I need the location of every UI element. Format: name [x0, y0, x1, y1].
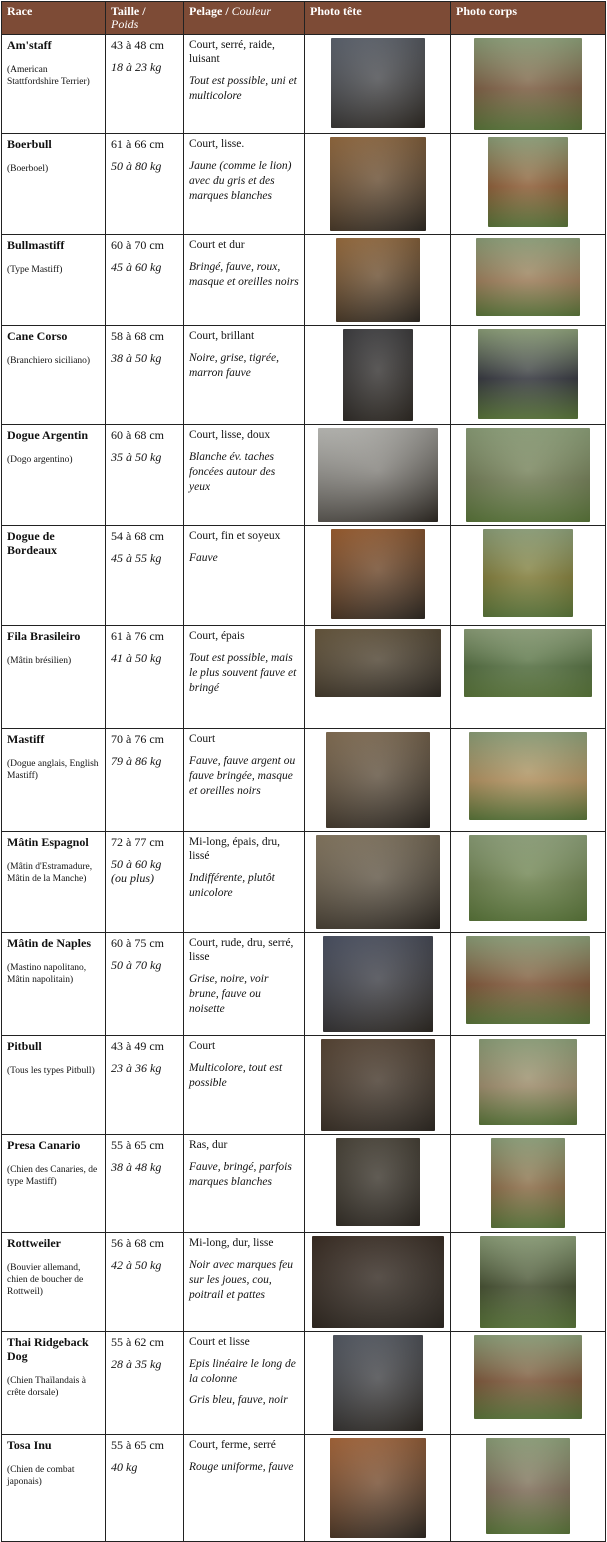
table-row	[2, 326, 606, 425]
size-weight-cell	[106, 1435, 184, 1542]
head-photo-cell	[305, 1233, 451, 1332]
head-photo-cell	[305, 626, 451, 729]
dog-head-photo	[333, 1335, 423, 1431]
breed-size: 55 à 65 cm	[111, 1138, 164, 1152]
size-weight-cell	[106, 1332, 184, 1435]
breed-weight: 41 à 50 kg	[111, 651, 162, 665]
body-photo-cell	[451, 526, 606, 626]
coat-color-cell	[184, 832, 305, 933]
breed-color: Fauve, bringé, parfois marques blanches	[189, 1161, 292, 1188]
body-photo-cell	[451, 1135, 606, 1233]
dog-head-photo	[331, 38, 425, 128]
breed-weight: 45 à 55 kg	[111, 551, 162, 565]
breed-color: Grise, noire, voir brune, fauve ou noisette	[189, 973, 269, 1015]
breed-alias: (Dogue anglais, English Mastiff)	[7, 759, 99, 781]
body-photo-cell	[451, 1036, 606, 1135]
size-weight-cell	[106, 526, 184, 626]
breed-coat: Court et lisse	[189, 1336, 250, 1348]
breed-name: Am'staff	[7, 38, 52, 52]
dog-body-photo	[479, 1039, 577, 1125]
size-weight-cell	[106, 326, 184, 425]
breed-alias: (Branchiero siciliano)	[7, 356, 91, 366]
head-photo-cell	[305, 729, 451, 832]
breed-name: Fila Brasileiro	[7, 629, 81, 643]
breed-coat: Court	[189, 733, 216, 745]
breed-size: 56 à 68 cm	[111, 1236, 164, 1250]
breed-color: Tout est possible, uni et multicolore	[189, 75, 297, 102]
body-photo-cell	[451, 832, 606, 933]
dog-head-photo	[330, 137, 426, 231]
body-photo-cell	[451, 1233, 606, 1332]
breed-alias: (Type Mastiff)	[7, 265, 63, 275]
breed-alias: (Chien de combat japonais)	[7, 1465, 75, 1487]
dog-body-photo	[480, 1236, 576, 1328]
head-photo-cell	[305, 832, 451, 933]
body-photo-cell	[451, 35, 606, 134]
breed-size: 70 à 76 cm	[111, 732, 164, 746]
breed-size: 61 à 76 cm	[111, 629, 164, 643]
head-photo-cell	[305, 134, 451, 235]
table-row	[2, 1135, 606, 1233]
table-row	[2, 425, 606, 526]
breed-coat: Court, lisse, doux	[189, 429, 271, 441]
header-photo-tete: Photo tête	[305, 2, 451, 35]
dog-body-photo	[476, 238, 580, 316]
dog-head-photo	[343, 329, 413, 421]
race-cell	[2, 235, 106, 326]
breed-size: 72 à 77 cm	[111, 835, 164, 849]
breed-alias: (Bouvier allemand, chien de boucher de Rottweil)	[7, 1263, 84, 1297]
breed-name: Thai Ridgeback Dog	[7, 1335, 89, 1363]
coat-color-cell	[184, 729, 305, 832]
head-photo-cell	[305, 933, 451, 1036]
breed-name: Mâtin de Naples	[7, 936, 91, 950]
breed-weight: 50 à 80 kg	[111, 159, 162, 173]
breed-coat: Court, brillant	[189, 330, 255, 342]
breed-weight: 35 à 50 kg	[111, 450, 162, 464]
breed-coat: Court et dur	[189, 239, 245, 251]
race-cell	[2, 1332, 106, 1435]
head-photo-cell	[305, 235, 451, 326]
race-cell	[2, 35, 106, 134]
breed-size: 55 à 65 cm	[111, 1438, 164, 1452]
coat-color-cell	[184, 1435, 305, 1542]
coat-color-cell	[184, 425, 305, 526]
breed-alias: (Mâtin brésilien)	[7, 656, 72, 666]
race-cell	[2, 526, 106, 626]
breed-color: Fauve, fauve argent ou fauve bringée, masque et oreilles noirs	[189, 755, 296, 797]
coat-color-cell	[184, 933, 305, 1036]
coat-color-cell	[184, 1135, 305, 1233]
race-cell	[2, 832, 106, 933]
dog-head-photo	[323, 936, 433, 1032]
breed-color: Fauve	[189, 552, 218, 564]
dog-body-photo	[488, 137, 568, 227]
coat-color-cell	[184, 526, 305, 626]
race-cell	[2, 1135, 106, 1233]
dog-head-photo	[312, 1236, 444, 1328]
breed-alias: (American Stattfordshire Terrier)	[7, 65, 90, 87]
body-photo-cell	[451, 933, 606, 1036]
size-weight-cell	[106, 425, 184, 526]
race-cell	[2, 326, 106, 425]
coat-color-cell	[184, 235, 305, 326]
size-weight-cell	[106, 832, 184, 933]
breed-color: Blanche év. taches foncées autour des yeux	[189, 451, 276, 493]
breed-weight: 28 à 35 kg	[111, 1357, 162, 1371]
head-photo-cell	[305, 326, 451, 425]
dog-head-photo	[336, 1138, 420, 1226]
breed-size: 61 à 66 cm	[111, 137, 164, 151]
size-weight-cell	[106, 1135, 184, 1233]
breed-coat: Court, lisse.	[189, 138, 245, 150]
dog-body-photo	[491, 1138, 565, 1228]
head-photo-cell	[305, 1435, 451, 1542]
breed-color-extra: Gris bleu, fauve, noir	[189, 1394, 288, 1406]
table-row	[2, 729, 606, 832]
header-pelage-couleur: Pelage / Couleur	[184, 2, 305, 35]
breed-weight: 38 à 50 kg	[111, 351, 162, 365]
breed-coat: Court, serré, raide, luisant	[189, 39, 275, 65]
breed-weight: 40 kg	[111, 1460, 138, 1474]
breed-name: Mâtin Espagnol	[7, 835, 89, 849]
dog-body-photo	[466, 428, 590, 522]
dog-head-photo	[326, 732, 430, 828]
breed-weight: 45 à 60 kg	[111, 260, 162, 274]
coat-color-cell	[184, 1332, 305, 1435]
dog-body-photo	[469, 835, 587, 921]
breed-coat: Court	[189, 1040, 216, 1052]
race-cell	[2, 425, 106, 526]
coat-color-cell	[184, 326, 305, 425]
breed-color: Bringé, fauve, roux, masque et oreilles noirs	[189, 261, 299, 288]
breed-size: 55 à 62 cm	[111, 1335, 164, 1349]
breed-coat: Court, épais	[189, 630, 245, 642]
race-cell	[2, 729, 106, 832]
header-photo-corps: Photo corps	[451, 2, 606, 35]
size-weight-cell	[106, 729, 184, 832]
head-photo-cell	[305, 1036, 451, 1135]
head-photo-cell	[305, 425, 451, 526]
head-photo-cell	[305, 35, 451, 134]
header-taille-poids: Taille / Poids	[106, 2, 184, 35]
breed-weight: 18 à 23 kg	[111, 60, 162, 74]
table-row	[2, 1332, 606, 1435]
coat-color-cell	[184, 134, 305, 235]
head-photo-cell	[305, 1332, 451, 1435]
breed-weight: 38 à 48 kg	[111, 1160, 162, 1174]
breed-color: Tout est possible, mais le plus souvent fauve et bringé	[189, 652, 297, 694]
dog-body-photo	[469, 732, 587, 820]
dog-head-photo	[318, 428, 438, 522]
coat-color-cell	[184, 626, 305, 729]
breed-size: 54 à 68 cm	[111, 529, 164, 543]
breed-weight: 79 à 86 kg	[111, 754, 162, 768]
breed-size: 60 à 75 cm	[111, 936, 164, 950]
dog-head-photo	[336, 238, 420, 322]
table-row	[2, 134, 606, 235]
breed-weight: 23 à 36 kg	[111, 1061, 162, 1075]
breed-name: Bullmastiff	[7, 238, 65, 252]
breed-name: Cane Corso	[7, 329, 68, 343]
breed-name: Boerbull	[7, 137, 52, 151]
breed-alias: (Boerboel)	[7, 164, 49, 174]
breed-color: Noir avec marques feu sur les joues, cou, poitrail et pattes	[189, 1259, 294, 1301]
body-photo-cell	[451, 326, 606, 425]
body-photo-cell	[451, 729, 606, 832]
size-weight-cell	[106, 1036, 184, 1135]
breed-name: Mastiff	[7, 732, 45, 746]
dog-body-photo	[464, 629, 592, 697]
dog-body-photo	[474, 38, 582, 130]
race-cell	[2, 1036, 106, 1135]
breed-color: Rouge uniforme, fauve	[189, 1461, 294, 1473]
breed-coat: Mi-long, dur, lisse	[189, 1237, 274, 1249]
coat-color-cell	[184, 1233, 305, 1332]
dog-body-photo	[486, 1438, 570, 1534]
table-row	[2, 933, 606, 1036]
breed-size: 43 à 49 cm	[111, 1039, 164, 1053]
table-row	[2, 35, 606, 134]
body-photo-cell	[451, 235, 606, 326]
body-photo-cell	[451, 134, 606, 235]
head-photo-cell	[305, 526, 451, 626]
breed-color: Epis linéaire le long de la colonne	[189, 1358, 296, 1385]
table-row	[2, 526, 606, 626]
table-row	[2, 1036, 606, 1135]
body-photo-cell	[451, 1332, 606, 1435]
breed-alias: (Chien Thaïlandais à crête dorsale)	[7, 1376, 86, 1398]
dog-body-photo	[466, 936, 590, 1024]
breed-size: 60 à 70 cm	[111, 238, 164, 252]
breed-alias: (Mastino napolitano, Mâtin napolitain)	[7, 963, 87, 985]
dog-head-photo	[315, 629, 441, 697]
breed-name: Pitbull	[7, 1039, 42, 1053]
header-row	[2, 2, 606, 35]
size-weight-cell	[106, 35, 184, 134]
breed-color: Multicolore, tout est possible	[189, 1062, 283, 1089]
dog-head-photo	[316, 835, 440, 929]
breed-color: Indifférente, plutôt unicolore	[189, 872, 275, 899]
size-weight-cell	[106, 626, 184, 729]
table-row	[2, 1435, 606, 1542]
table-row	[2, 235, 606, 326]
breed-coat: Mi-long, épais, dru, lissé	[189, 836, 281, 862]
dog-head-photo	[321, 1039, 435, 1131]
breed-alias: (Mâtin d'Estramadure, Mâtin de la Manche)	[7, 862, 93, 884]
body-photo-cell	[451, 1435, 606, 1542]
breed-size: 43 à 48 cm	[111, 38, 164, 52]
breed-size: 58 à 68 cm	[111, 329, 164, 343]
breed-alias: (Dogo argentino)	[7, 455, 73, 465]
dog-head-photo	[330, 1438, 426, 1538]
breed-name: Presa Canario	[7, 1138, 81, 1152]
race-cell	[2, 626, 106, 729]
breed-name: Dogue de Bordeaux	[7, 529, 58, 557]
body-photo-cell	[451, 626, 606, 729]
size-weight-cell	[106, 1233, 184, 1332]
breed-coat: Court, fin et soyeux	[189, 530, 281, 542]
coat-color-cell	[184, 35, 305, 134]
race-cell	[2, 1233, 106, 1332]
dog-body-photo	[478, 329, 578, 419]
breeds-table	[1, 1, 606, 1542]
size-weight-cell	[106, 933, 184, 1036]
breed-alias: (Tous les types Pitbull)	[7, 1066, 95, 1076]
breed-weight: 42 à 50 kg	[111, 1258, 162, 1272]
race-cell	[2, 933, 106, 1036]
breed-coat: Court, rude, dru, serré, lisse	[189, 937, 294, 963]
breed-coat: Court, ferme, serré	[189, 1439, 276, 1451]
breed-coat: Ras, dur	[189, 1139, 228, 1151]
breed-name: Dogue Argentin	[7, 428, 88, 442]
coat-color-cell	[184, 1036, 305, 1135]
breed-name: Rottweiler	[7, 1236, 61, 1250]
breed-weight: 50 à 70 kg	[111, 958, 162, 972]
size-weight-cell	[106, 235, 184, 326]
breed-size: 60 à 68 cm	[111, 428, 164, 442]
table-row	[2, 832, 606, 933]
breed-color: Noire, grise, tigrée, marron fauve	[189, 352, 279, 379]
race-cell	[2, 1435, 106, 1542]
table-row	[2, 626, 606, 729]
table-row	[2, 1233, 606, 1332]
body-photo-cell	[451, 425, 606, 526]
dog-body-photo	[474, 1335, 582, 1419]
size-weight-cell	[106, 134, 184, 235]
head-photo-cell	[305, 1135, 451, 1233]
dog-body-photo	[483, 529, 573, 617]
header-race: Race	[2, 2, 106, 35]
dog-head-photo	[331, 529, 425, 619]
breed-name: Tosa Inu	[7, 1438, 52, 1452]
breed-weight: 50 à 60 kg (ou plus)	[111, 857, 162, 885]
race-cell	[2, 134, 106, 235]
breed-alias: (Chien des Canaries, de type Mastiff)	[7, 1165, 98, 1187]
breed-color: Jaune (comme le lion) avec du gris et des marques blanches	[189, 160, 292, 202]
